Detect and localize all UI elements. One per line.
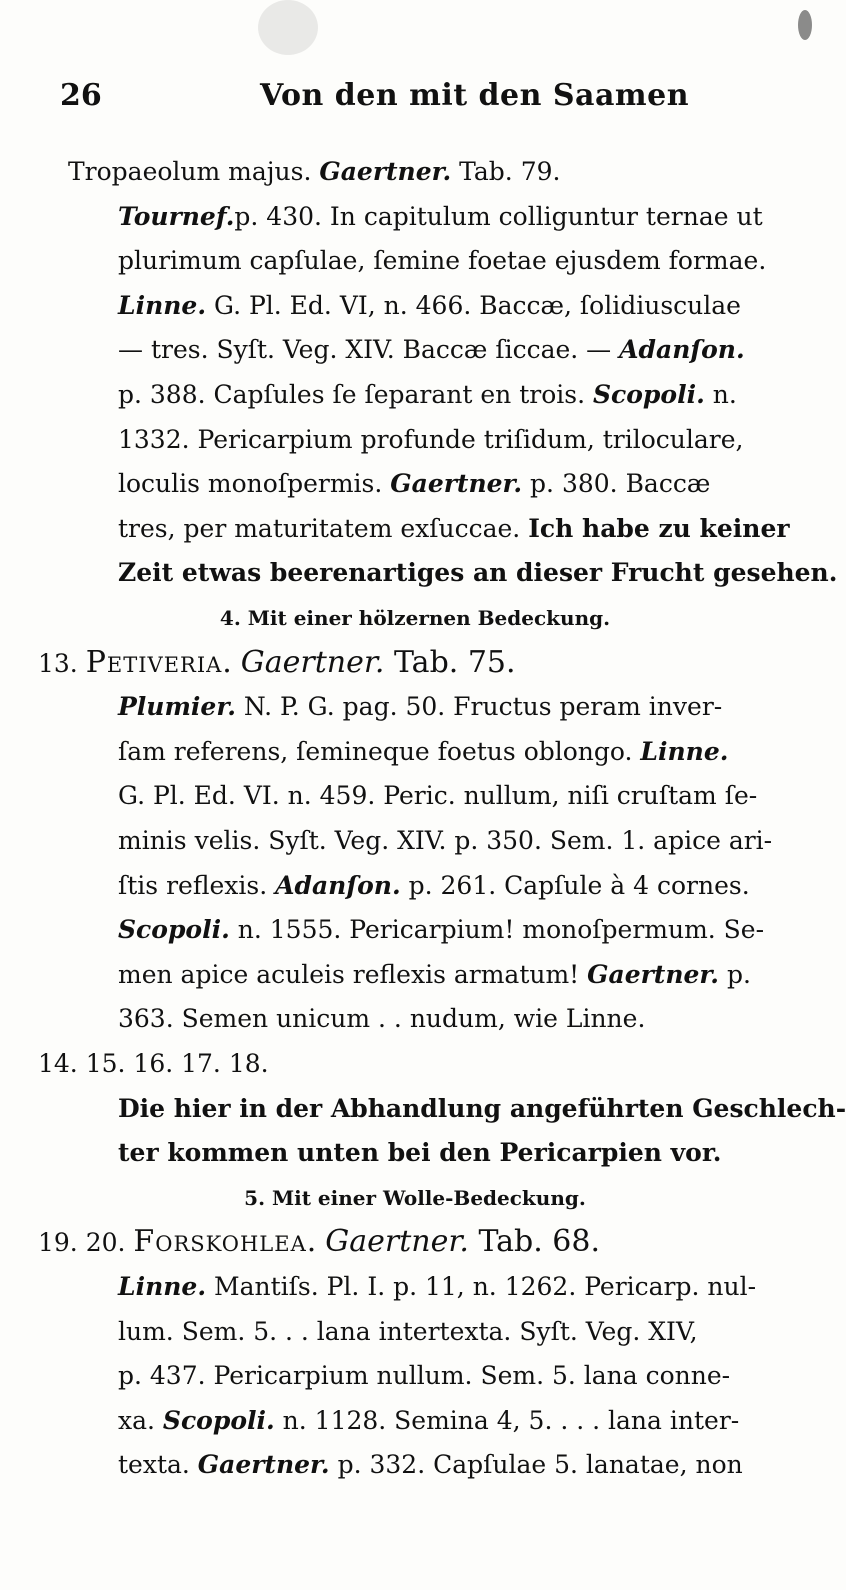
text-segment: 14. 15. 16. 17. 18. bbox=[38, 1049, 269, 1078]
text-segment: Adanſon. bbox=[619, 335, 745, 365]
text-line bbox=[118, 507, 790, 551]
text-segment: Scopoli. bbox=[118, 915, 230, 945]
text-segment: 5. Mit einer Wolle-Bedeckung. bbox=[244, 1185, 586, 1210]
text-segment: texta. bbox=[118, 1450, 198, 1480]
text-segment: Tab. 75. bbox=[384, 644, 516, 680]
text-line bbox=[118, 239, 768, 283]
text-segment: p. 388. Capſules ſe ſeparant en trois. bbox=[118, 380, 593, 409]
text-line bbox=[118, 864, 768, 908]
text-line bbox=[118, 997, 768, 1041]
text-segment: Tropaeolum majus. bbox=[68, 157, 320, 186]
text-line bbox=[68, 150, 768, 194]
text-segment: 1332. Pericarpium profunde triſidum, triloculare, bbox=[118, 424, 744, 454]
text-segment: Gaertner. bbox=[390, 469, 523, 499]
text-segment: p. 430. In capitulum colliguntur ternae ut bbox=[234, 201, 763, 231]
text-line bbox=[0, 596, 830, 640]
text-line bbox=[118, 819, 773, 863]
text-segment: Gaertner. bbox=[197, 1450, 330, 1480]
text-line bbox=[118, 418, 768, 462]
text-line bbox=[0, 1176, 830, 1220]
text-segment: G. Pl. Ed. VI. n. 459. Peric. nullum, niſi cruſtam ſe- bbox=[118, 781, 758, 811]
text-line bbox=[38, 1220, 768, 1264]
running-title: Von den mit den Saamen bbox=[260, 78, 690, 113]
text-segment: p. 437. Pericarpium nullum. Sem. 5. lana conne- bbox=[118, 1361, 731, 1391]
text-segment: Adanſon. bbox=[275, 870, 401, 900]
text-segment: Ich habe zu keiner bbox=[528, 513, 790, 543]
text-segment: p. 332. Capſulae 5. lanatae, non bbox=[329, 1450, 743, 1480]
text-segment: Zeit etwas beerenartiges an dieser Frucht gesehen. bbox=[118, 558, 838, 588]
text-segment: p. bbox=[719, 959, 751, 989]
text-line bbox=[118, 953, 768, 997]
text-segment: p. 261. Capſule à 4 cornes. bbox=[400, 870, 750, 900]
text-line bbox=[118, 908, 768, 952]
text-segment: 4. Mit einer hölzernen Bedeckung. bbox=[219, 606, 611, 630]
text-segment: plurimum capſulae, ſemine foetae ejusdem formae. bbox=[118, 246, 767, 276]
text-segment: 363. Semen unicum . . nudum, wie Linne. bbox=[118, 1004, 646, 1034]
text-line bbox=[118, 685, 768, 729]
text-segment: Gaertner. bbox=[319, 157, 452, 186]
text-line bbox=[118, 1443, 768, 1487]
text-segment: Scopoli. bbox=[162, 1405, 275, 1435]
text-segment: n. 1555. Pericarpium! monoſpermum. Se- bbox=[229, 915, 765, 945]
text-line bbox=[118, 1131, 768, 1175]
text-segment: 19. 20. bbox=[38, 1228, 134, 1258]
text-line bbox=[118, 462, 768, 506]
text-line bbox=[38, 641, 768, 685]
page-number: 26 bbox=[60, 78, 102, 113]
text-line bbox=[118, 1087, 846, 1131]
text-segment: men apice aculeis reflexis armatum! bbox=[118, 959, 588, 989]
text-segment: Plumier. bbox=[118, 692, 236, 722]
text-segment: p. 380. Baccæ bbox=[522, 469, 711, 499]
text-line bbox=[118, 1265, 768, 1309]
text-line bbox=[118, 328, 768, 372]
text-segment: xa. bbox=[118, 1405, 163, 1435]
ink-smudge bbox=[258, 0, 318, 55]
text-segment: Linne. bbox=[118, 290, 207, 320]
text-segment: minis velis. Syſt. Veg. XIV. p. 350. Sem. 1. apice ari- bbox=[118, 826, 773, 855]
text-segment: ſam referens, ſemineque foetus oblongo. bbox=[118, 736, 641, 766]
text-line bbox=[118, 195, 768, 239]
text-segment: n. bbox=[704, 380, 737, 409]
text-line bbox=[118, 551, 838, 595]
text-line bbox=[118, 1399, 768, 1443]
text-segment: Gaertner. bbox=[240, 644, 385, 680]
edge-mark bbox=[798, 10, 812, 40]
text-segment: Tab. 68. bbox=[468, 1224, 601, 1260]
text-segment: Petiveria. bbox=[85, 644, 233, 680]
text-segment: n. 1128. Semina 4, 5. . . . lana inter- bbox=[274, 1405, 740, 1435]
text-segment: Tab. 79. bbox=[451, 157, 561, 186]
text-line bbox=[118, 774, 768, 818]
text-segment: — tres. Syſt. Veg. XIV. Baccæ ſiccae. — bbox=[118, 335, 620, 365]
text-line bbox=[118, 373, 768, 417]
text-segment: ter kommen unten bei den Pericarpien vor. bbox=[118, 1138, 722, 1168]
text-segment: Forskohlea. bbox=[133, 1224, 318, 1260]
text-segment: G. Pl. Ed. VI, n. 466. Baccæ, ſolidiusculae bbox=[206, 290, 741, 320]
text-segment: Mantiſs. Pl. I. p. 11, n. 1262. Pericarp. nul- bbox=[206, 1272, 757, 1301]
text-segment: Die hier in der Abhandlung angeführten Geschlech- bbox=[118, 1093, 846, 1123]
text-line bbox=[118, 284, 768, 328]
text-line bbox=[118, 730, 768, 774]
text-segment: tres, per maturitatem exſuccae. bbox=[118, 513, 529, 543]
text-segment: ſtis reflexis. bbox=[118, 870, 276, 900]
text-segment: Gaertner. bbox=[587, 959, 720, 989]
text-segment: loculis monoſpermis. bbox=[118, 469, 391, 499]
text-line bbox=[118, 1310, 768, 1354]
text-segment: Linne. bbox=[118, 1272, 207, 1301]
text-line bbox=[118, 1354, 768, 1398]
text-segment: Linne. bbox=[640, 736, 729, 766]
text-segment: N. P. G. pag. 50. Fructus peram inver- bbox=[235, 692, 723, 722]
text-segment: 13. bbox=[38, 648, 86, 678]
text-segment: Scopoli. bbox=[592, 380, 705, 409]
text-segment: lum. Sem. 5. . . lana intertexta. Syſt. Veg. XIV, bbox=[118, 1316, 698, 1346]
page-header bbox=[60, 78, 760, 122]
text-segment: Tournef. bbox=[118, 201, 235, 231]
text-segment: Gaertner. bbox=[325, 1224, 469, 1260]
text-segment bbox=[233, 649, 241, 678]
text-line bbox=[38, 1042, 768, 1086]
